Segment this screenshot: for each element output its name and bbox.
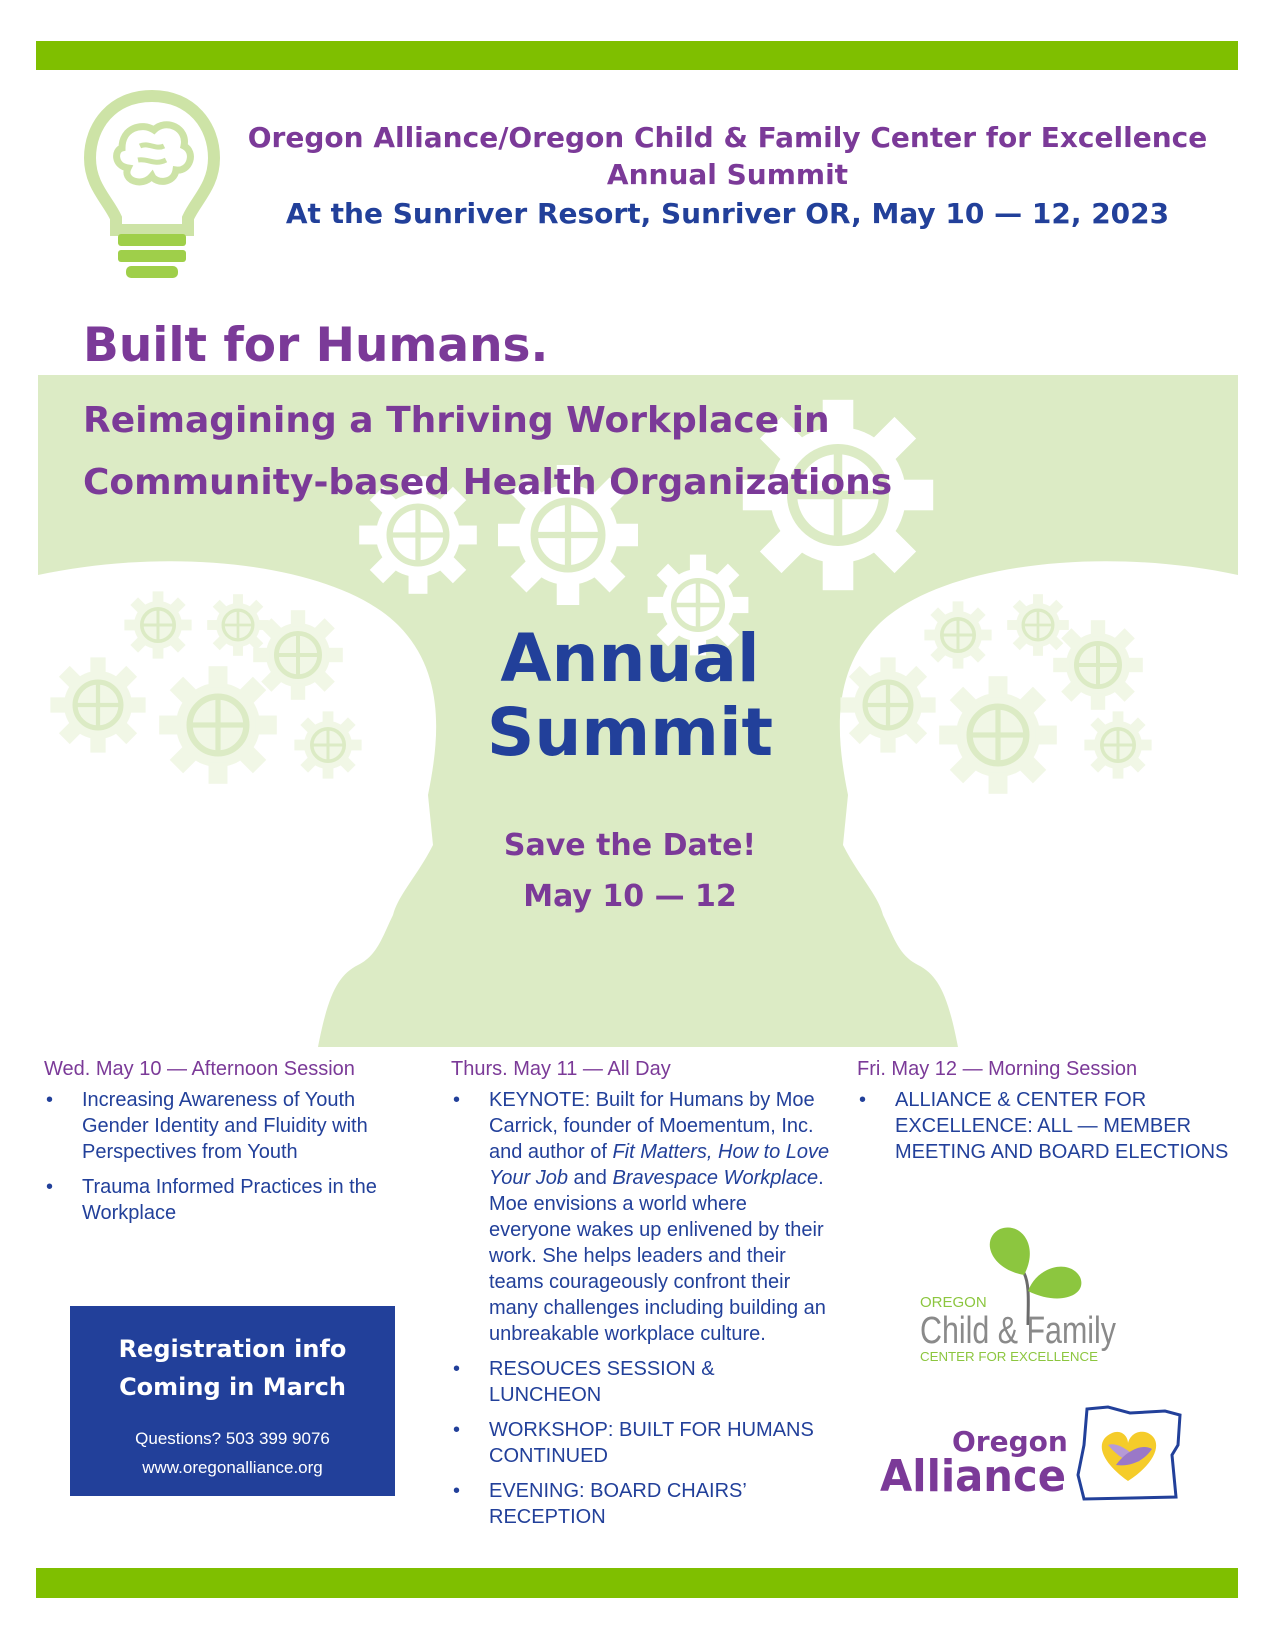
keynote-text-1: KEYNOTE: Built for Humans by Moe Carrick, founder of Moementum, Inc. and author of xyxy=(489,1089,815,1163)
contact-website-link[interactable]: www.oregonalliance.org xyxy=(142,1458,323,1477)
wed-list xyxy=(44,1087,414,1226)
annual-summit-heading xyxy=(430,622,830,770)
save-the-date xyxy=(430,820,830,922)
registration-box xyxy=(70,1306,395,1496)
keynote-text-2: and xyxy=(567,1167,613,1189)
child-family-center-logo xyxy=(920,1225,1160,1371)
lightbulb-brain-icon xyxy=(82,88,222,284)
list-item: • RESOUCES SESSION & LUNCHEON xyxy=(451,1356,831,1408)
keynote-book-2: Bravespace Workplace xyxy=(612,1167,819,1189)
fri-list xyxy=(857,1087,1237,1165)
registration-contact xyxy=(70,1424,395,1482)
thu-heading: Thurs. May 11 — All Day xyxy=(451,1058,671,1080)
contact-phone: Questions? 503 399 9076 xyxy=(135,1429,330,1448)
list-item: • Increasing Awareness of Youth Gender Identity and Fluidity with Perspectives from Youth xyxy=(44,1087,414,1165)
subtitle-line-2: Community-based Health Organizations xyxy=(83,462,893,503)
list-item: • ALLIANCE & CENTER FOR EXCELLENCE: ALL — MEMBER MEETING AND BOARD ELECTIONS xyxy=(857,1087,1237,1165)
cf-logo-bottom-text: CENTER FOR EXCELLENCE xyxy=(920,1350,1098,1364)
registration-line-1: Registration info xyxy=(118,1335,347,1363)
wed-heading: Wed. May 10 — Afternoon Session xyxy=(44,1058,355,1080)
header-location-date-line: At the Sunriver Resort, Sunriver OR, May 10 — 12, 2023 xyxy=(285,197,1170,230)
header-org-line: Oregon Alliance/Oregon Child & Family Center for Excellence xyxy=(247,121,1208,154)
fri-heading: Fri. May 12 — Morning Session xyxy=(857,1058,1138,1080)
summit-line-2: Summit xyxy=(486,694,774,771)
list-item: • Trauma Informed Practices in the Workplace xyxy=(44,1174,414,1226)
save-date-line-1: Save the Date! xyxy=(503,828,757,863)
page-title: Built for Humans. xyxy=(83,318,549,373)
registration-line-2: Coming in March xyxy=(119,1373,346,1401)
schedule-friday xyxy=(857,1055,1237,1174)
schedule-thursday xyxy=(451,1055,831,1539)
registration-title xyxy=(70,1330,395,1406)
list-item: • EVENING: BOARD CHAIRS’ RECEPTION xyxy=(451,1478,831,1530)
keynote-item xyxy=(451,1087,831,1347)
list-item: • WORKSHOP: BUILT FOR HUMANS CONTINUED xyxy=(451,1417,831,1469)
cf-logo-top-text: OREGON xyxy=(920,1294,987,1311)
summit-line-1: Annual xyxy=(500,620,760,697)
keynote-book-1: Fit Matters, How to Love Your Job xyxy=(489,1141,830,1189)
bottom-green-bar xyxy=(36,1568,1238,1598)
alliance-logo-top-text: Oregon xyxy=(952,1425,1068,1458)
top-green-bar xyxy=(36,41,1238,70)
alliance-logo-main-text: Alliance xyxy=(880,1451,1066,1502)
oregon-alliance-logo xyxy=(880,1405,1200,1505)
subtitle-line-1: Reimagining a Thriving Workplace in xyxy=(83,400,830,441)
save-date-line-2: May 10 — 12 xyxy=(523,879,737,914)
header-event-line: Annual Summit xyxy=(606,158,849,191)
subtitle xyxy=(83,390,983,514)
thu-list xyxy=(451,1087,831,1530)
cf-logo-main-text: Child & Family xyxy=(920,1310,1116,1352)
schedule-wednesday xyxy=(44,1055,414,1235)
keynote-text-3: . Moe envisions a world where everyone wakes up enlivened by their work. She helps leaders and their teams courageously confront their many challenges including building an unbreakable workplace culture. xyxy=(489,1167,826,1345)
